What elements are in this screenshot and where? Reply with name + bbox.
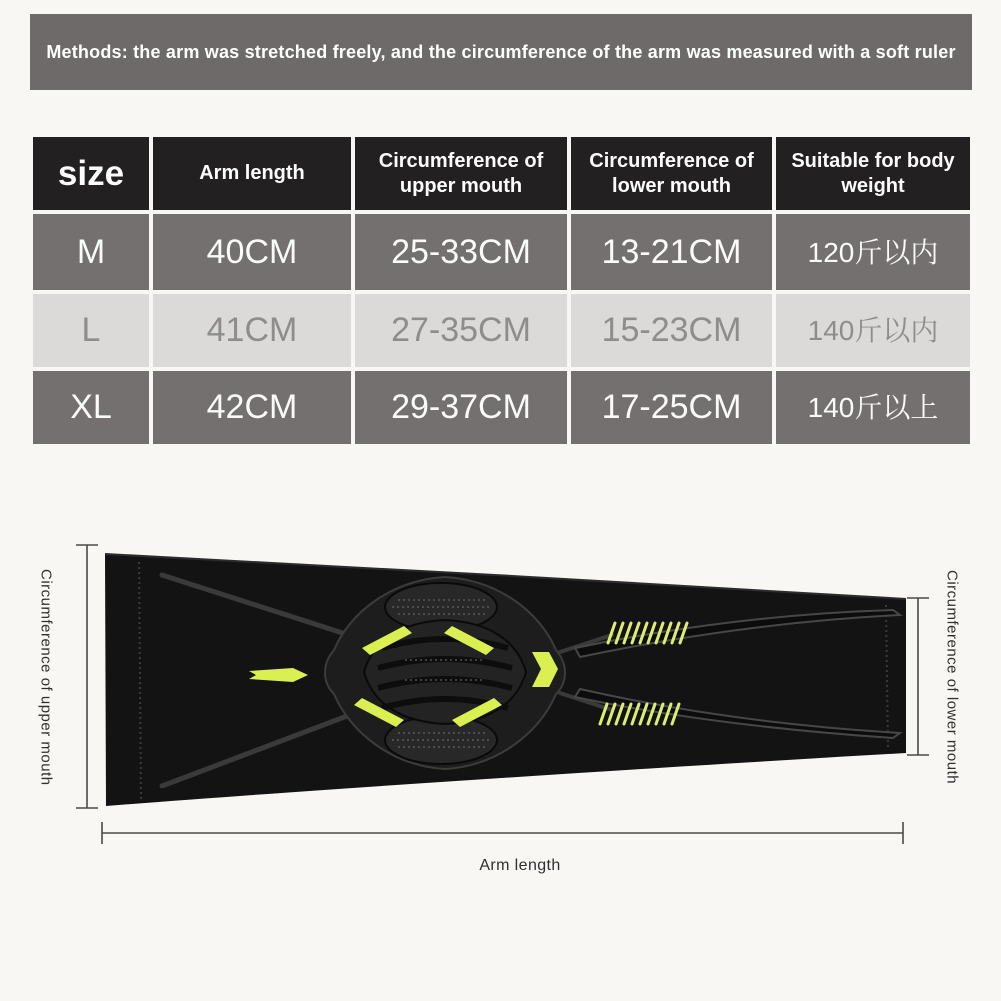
header-cell-size: size	[33, 137, 149, 210]
table-cell-upper-xl: 29-37CM	[355, 371, 567, 444]
table-cell-size-m: M	[33, 214, 149, 290]
header-cell-arm-length: Arm length	[153, 137, 351, 210]
table-cell-upper-m: 25-33CM	[355, 214, 567, 290]
upper-mouth-label: Circumference of upper mouth	[37, 569, 55, 786]
arm-length-label: Arm length	[479, 857, 561, 874]
header-cell-lower-mouth: Circumference of lower mouth	[571, 137, 772, 210]
table-cell-weight-xl: 140斤以上	[776, 371, 970, 444]
table-cell-lower-xl: 17-25CM	[571, 371, 772, 444]
table-cell-lower-l: 15-23CM	[571, 294, 772, 367]
size-table	[33, 137, 970, 444]
table-cell-arm-length-l: 41CM	[153, 294, 351, 367]
table-cell-upper-l: 27-35CM	[355, 294, 567, 367]
header-cell-body-weight: Suitable for body weight	[776, 137, 970, 210]
table-cell-size-xl: XL	[33, 371, 149, 444]
methods-banner	[30, 14, 972, 90]
methods-banner-text: Methods: the arm was stretched freely, and the circumference of the arm was measured with a soft ruler	[46, 41, 956, 62]
table-cell-size-l: L	[33, 294, 149, 367]
arm-sleeve-illustration	[0, 500, 1001, 900]
table-cell-arm-length-xl: 42CM	[153, 371, 351, 444]
lower-mouth-label: Circumference of lower mouth	[943, 570, 961, 785]
table-cell-weight-l: 140斤以内	[776, 294, 970, 367]
table-cell-arm-length-m: 40CM	[153, 214, 351, 290]
header-cell-upper-mouth: Circumference of upper mouth	[355, 137, 567, 210]
table-cell-weight-m: 120斤以内	[776, 214, 970, 290]
table-cell-lower-m: 13-21CM	[571, 214, 772, 290]
